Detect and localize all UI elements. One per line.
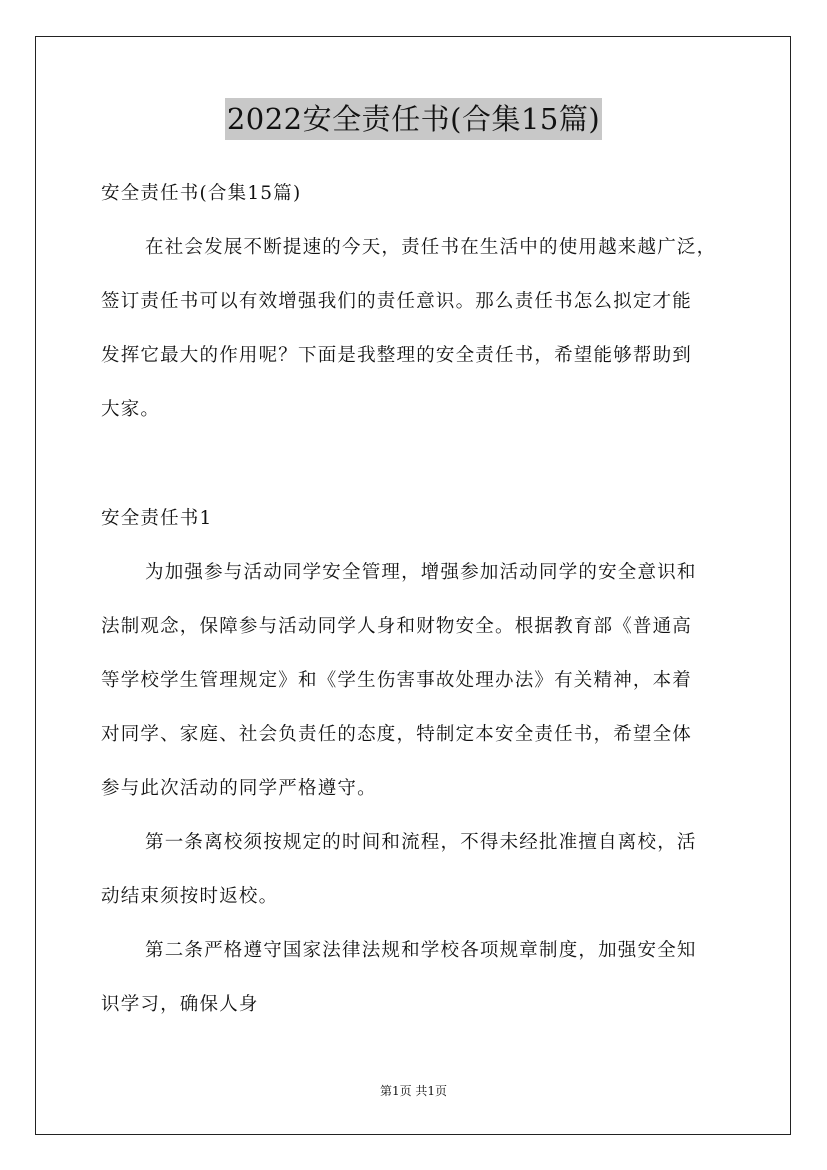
paragraph-line: 法制观念，保障参与活动同学人身和财物安全。根据教育部《普通高 — [101, 616, 693, 637]
intro-line: 发挥它最大的作用呢？下面是我整理的安全责任书，希望能够帮助到 — [101, 345, 693, 366]
article-line: 识学习，确保人身 — [101, 994, 259, 1015]
paragraph-line: 对同学、家庭、社会负责任的态度，特制定本安全责任书，希望全体 — [101, 724, 693, 745]
article-line: 第二条严格遵守国家法律法规和学校各项规章制度，加强安全知 — [145, 940, 697, 961]
article-line: 动结束须按时返校。 — [101, 886, 279, 907]
article-line: 第一条离校须按规定的时间和流程，不得未经批准擅自离校，活 — [145, 832, 697, 853]
intro-line: 在社会发展不断提速的今天，责任书在生活中的使用越来越广泛， — [145, 237, 717, 258]
section-heading: 安全责任书1 — [101, 508, 213, 529]
subtitle: 安全责任书(合集15篇) — [101, 183, 302, 204]
paragraph-line: 为加强参与活动同学安全管理，增强参加活动同学的安全意识和 — [145, 562, 697, 583]
intro-line: 签订责任书可以有效增强我们的责任意识。那么责任书怎么拟定才能 — [101, 291, 693, 312]
page-number: 第1页 共1页 — [379, 1084, 448, 1098]
document-title: 2022安全责任书(合集15篇) — [225, 98, 602, 140]
title-container — [0, 98, 827, 140]
paragraph-line: 参与此次活动的同学严格遵守。 — [101, 778, 377, 799]
intro-line: 大家。 — [101, 399, 161, 420]
paragraph-line: 等学校学生管理规定》和《学生伤害事故处理办法》有关精神，本着 — [101, 670, 693, 691]
